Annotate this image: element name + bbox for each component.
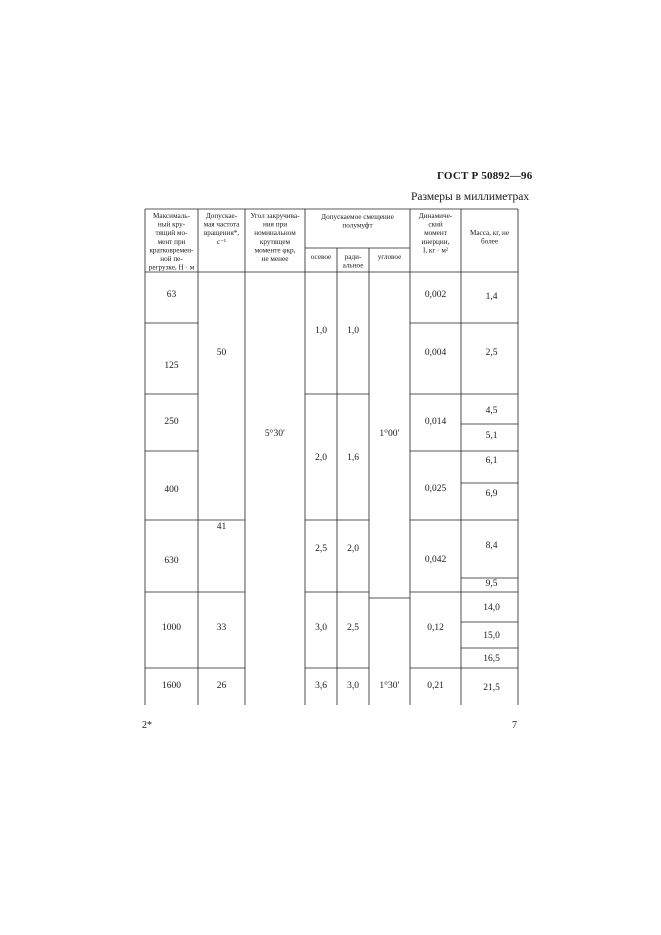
cell-radial: 2,0 [347,544,359,554]
header-torque: Максималь- [153,212,190,220]
header-angle: крутящем [259,237,291,246]
header-angle: ния при [262,220,288,229]
cell-inertia: 0,042 [424,555,447,565]
cell-inertia: 0,025 [424,484,447,494]
header-angle: Угол закручива- [250,212,300,220]
header-inertia: инерции, [421,237,450,246]
header-inertia: Динамиче- [418,212,453,220]
cell-speed: 50 [216,348,227,358]
cell-torque: 63 [166,290,177,300]
cell-speed: 41 [216,522,227,532]
cell-angular: 1°00′ [379,429,400,439]
cell-axial: 2,5 [315,544,327,554]
header-inertia: I, кг · м² [422,246,449,255]
cell-torque: 400 [164,485,179,495]
page-number: 7 [512,720,517,731]
document-title: ГОСТ Р 50892—96 [437,170,533,182]
table-grid [145,209,518,705]
cell-mass: 8,4 [485,541,498,551]
cell-axial: 3,0 [315,623,327,633]
cell-mass: 6,9 [485,489,498,499]
cell-inertia: 0,12 [427,623,444,633]
cell-inertia: 0,014 [424,417,447,427]
table-cells [162,290,500,693]
header-torque: ный кру- [157,220,186,229]
header-torque: регрузке, Н · м [148,263,195,272]
cell-mass: 15,0 [483,631,500,641]
cell-inertia: 0,002 [424,290,447,300]
header-angle: не менее [261,255,289,263]
header-torque: тящий мо- [155,229,188,238]
header-torque: ной пе- [160,255,183,263]
cell-speed: 33 [216,623,227,633]
header-speed: вращения*, [203,229,240,238]
cell-inertia: 0,21 [427,681,444,691]
header-speed: с⁻¹ [216,237,227,246]
table-headers [149,212,509,272]
cell-radial: 3,0 [347,681,359,691]
cell-torque: 1600 [162,681,181,691]
units-note: Размеры в миллиметрах [411,191,530,203]
header-misalignment: полумуфт [342,221,373,230]
cell-torque: 125 [164,361,179,371]
cell-axial: 3,6 [315,681,327,691]
header-misalignment: Допускаемое смещение [321,213,394,221]
cell-radial: 1,0 [347,326,359,336]
cell-torque: 1000 [162,623,181,633]
cell-speed: 26 [216,681,227,691]
cell-mass: 5,1 [485,431,498,441]
cell-mass: 1,4 [485,292,498,302]
cell-axial: 2,0 [315,453,327,463]
cell-mass: 4,5 [485,406,498,416]
cell-torque: 250 [164,417,179,427]
cell-mass: 21,5 [483,683,500,693]
cell-mass: 14,0 [483,603,500,613]
cell-torque: 630 [164,556,179,566]
header-inertia: момент [424,229,447,238]
header-angular: угловое [377,253,402,261]
footer-mark: 2* [142,720,152,731]
cell-mass: 6,1 [485,456,498,466]
header-torque: кратковремен- [149,246,194,255]
cell-mass: 2,5 [485,348,498,358]
header-radial: альное [342,261,364,270]
header-speed: Допускае- [205,212,238,220]
header-angle: моменте φкр, [254,246,296,255]
cell-axial: 1,0 [315,326,327,336]
cell-inertia: 0,004 [424,348,447,358]
header-mass: более [480,237,499,246]
cell-mass: 9,5 [485,579,498,589]
cell-radial: 1,6 [347,453,359,463]
header-torque: мент при [157,237,186,246]
cell-angle: 5°30′ [264,429,286,439]
header-inertia: ский [428,220,443,229]
header-angle: номинальном [254,229,296,238]
cell-angular: 1°30′ [379,681,400,691]
header-axial: осевое [310,253,332,261]
header-radial: ради- [344,253,362,261]
header-speed: мая частота [203,220,240,229]
cell-radial: 2,5 [347,623,359,633]
header-mass: Масса, кг, не [469,229,510,237]
cell-mass: 16,5 [483,654,500,664]
